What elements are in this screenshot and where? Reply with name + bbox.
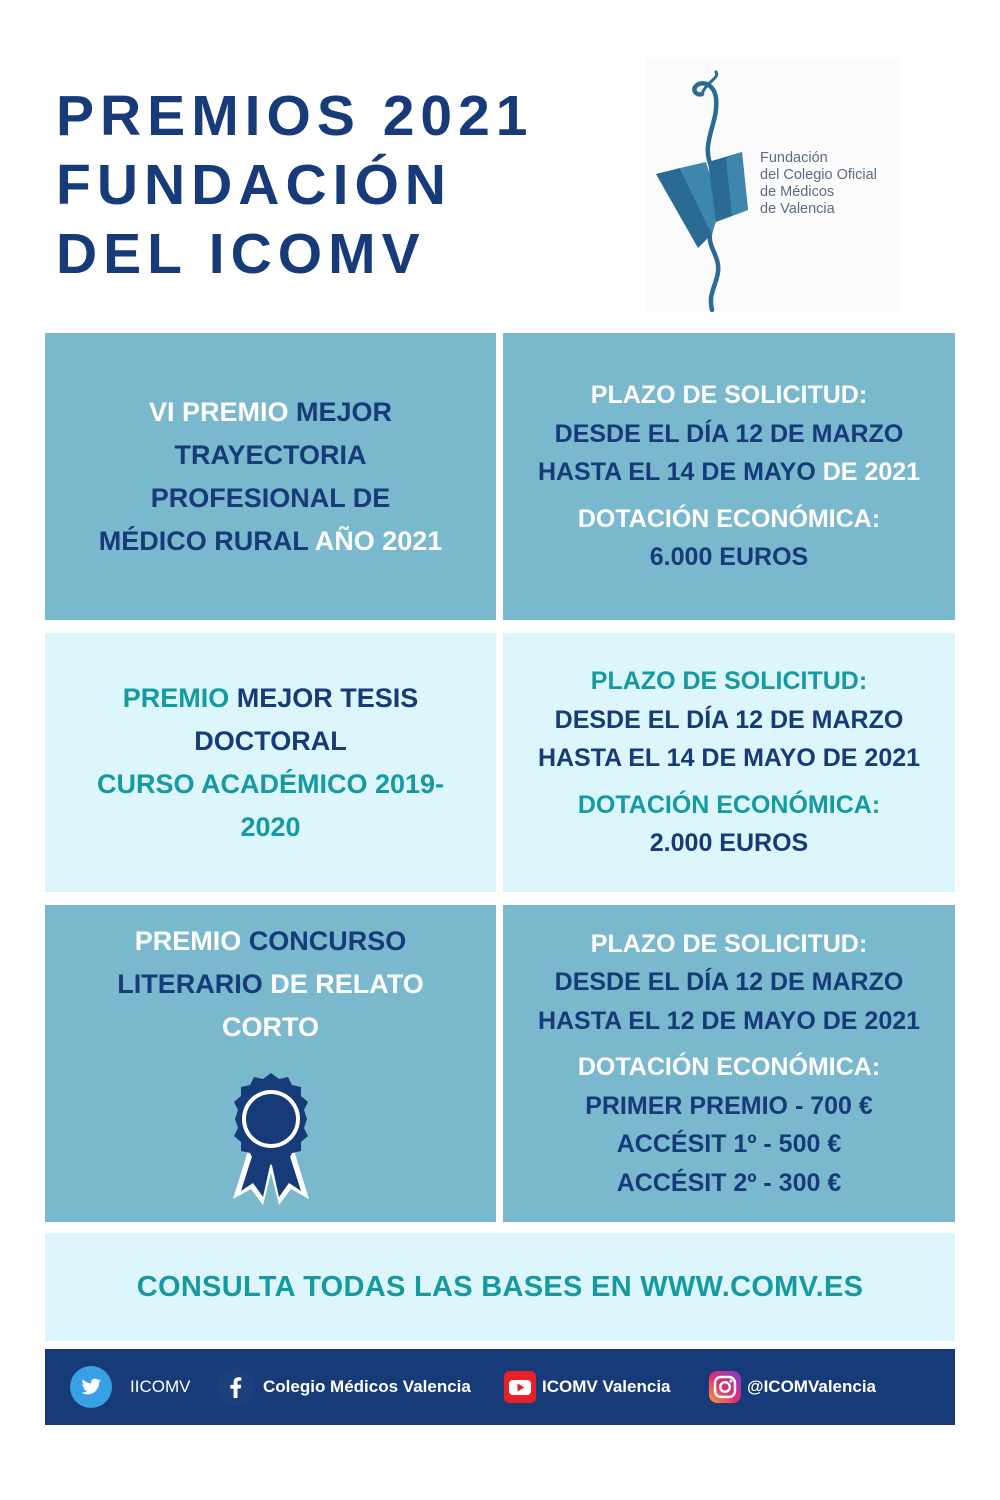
instagram-handle: @ICOMValencia xyxy=(747,1377,877,1396)
social-footer xyxy=(45,1349,955,1425)
amount-value: 6.000 EUROS xyxy=(649,543,809,572)
deadline-from: DESDE EL DÍA 12 DE MARZO xyxy=(554,419,904,448)
bases-banner xyxy=(45,1233,955,1341)
amount-label: DOTACIÓN ECONÓMICA: xyxy=(577,790,881,819)
amount-value: PRIMER PREMIO - 700 € xyxy=(585,1091,873,1120)
facebook-icon xyxy=(217,1368,255,1406)
title-line: FUNDACIÓN xyxy=(56,153,452,217)
prize-3-title-part: CORTO xyxy=(221,1012,319,1042)
amount-value: ACCÉSIT 2º - 300 € xyxy=(616,1168,842,1197)
bases-link[interactable]: CONSULTA TODAS LAS BASES EN WWW.COMV.ES xyxy=(136,1270,864,1303)
prize-3-title-part: CONCURSO xyxy=(248,926,407,956)
prize-2-title-part: PREMIO xyxy=(122,682,230,713)
deadline-to: HASTA EL 14 DE MAYO DE 2021 xyxy=(537,744,921,773)
logo-text xyxy=(760,150,900,218)
deadline-from: DESDE EL DÍA 12 DE MARZO xyxy=(554,705,904,734)
deadline-to: HASTA EL 14 DE MAYO xyxy=(537,458,816,487)
deadline-label: PLAZO DE SOLICITUD: xyxy=(590,929,868,958)
prize-3-title xyxy=(61,920,481,1049)
logo-text-line: de Médicos xyxy=(760,184,835,200)
prize-2-title-part: CURSO ACADÉMICO 2019- xyxy=(96,768,445,799)
logo-text-line: de Valencia xyxy=(760,201,835,217)
amount-label: DOTACIÓN ECONÓMICA: xyxy=(577,504,881,533)
prize-1-info-box xyxy=(503,333,955,620)
prize-1-title-part: MÉDICO RURAL xyxy=(98,525,309,556)
deadline-to: HASTA EL 12 DE MAYO DE 2021 xyxy=(537,1006,921,1035)
page-title xyxy=(56,82,616,289)
prize-2-title-part: MEJOR TESIS xyxy=(236,682,419,713)
title-line: DEL ICOMV xyxy=(56,222,426,286)
prize-2-title xyxy=(61,677,481,849)
prize-1-title xyxy=(61,391,481,563)
deadline-from: DESDE EL DÍA 12 DE MARZO xyxy=(554,968,904,997)
prize-3-title-box xyxy=(45,905,496,1222)
amount-label: DOTACIÓN ECONÓMICA: xyxy=(577,1053,881,1082)
logo-text-line: Fundación xyxy=(760,150,828,166)
twitter-link[interactable] xyxy=(70,1349,190,1425)
prize-1-title-part: VI PREMIO xyxy=(148,396,289,427)
prize-1-title-part: TRAYECTORIA xyxy=(174,439,367,470)
instagram-icon xyxy=(709,1371,741,1403)
deadline-label: PLAZO DE SOLICITUD: xyxy=(590,667,868,696)
logo-text-line: del Colegio Oficial xyxy=(760,167,877,183)
deadline-label: PLAZO DE SOLICITUD: xyxy=(590,381,868,410)
prize-3-title-part: PREMIO xyxy=(134,926,242,956)
twitter-handle: IICOMV xyxy=(130,1377,191,1396)
facebook-link[interactable] xyxy=(217,1349,471,1425)
prize-3-title-part: DE RELATO xyxy=(270,969,424,999)
prize-1-title-box xyxy=(45,333,496,620)
title-line: PREMIOS 2021 xyxy=(56,84,534,148)
twitter-icon xyxy=(70,1366,112,1408)
youtube-icon xyxy=(504,1371,536,1403)
prize-1-title-part: AÑO 2021 xyxy=(314,525,443,556)
prize-2-info-box xyxy=(503,633,955,892)
prize-1-title-part: PROFESIONAL DE xyxy=(150,482,391,513)
prize-3-title-part: LITERARIO xyxy=(117,969,263,999)
youtube-handle: ICOMV Valencia xyxy=(542,1377,671,1396)
youtube-link[interactable] xyxy=(504,1349,671,1425)
prize-1-title-part: MEJOR xyxy=(296,396,393,427)
prize-3-info-box xyxy=(503,905,955,1222)
deadline-to-year: DE 2021 xyxy=(822,458,921,487)
prize-2-title-part: DOCTORAL xyxy=(194,725,347,756)
foundation-logo xyxy=(646,58,900,312)
award-ribbon-icon xyxy=(219,1071,323,1207)
amount-value: 2.000 EUROS xyxy=(649,829,809,858)
prize-2-title-part: 2020 xyxy=(240,811,301,842)
facebook-handle: Colegio Médicos Valencia xyxy=(263,1377,471,1396)
prize-2-title-box xyxy=(45,633,496,892)
instagram-link[interactable] xyxy=(709,1349,876,1425)
amount-value: ACCÉSIT 1º - 500 € xyxy=(616,1130,842,1159)
